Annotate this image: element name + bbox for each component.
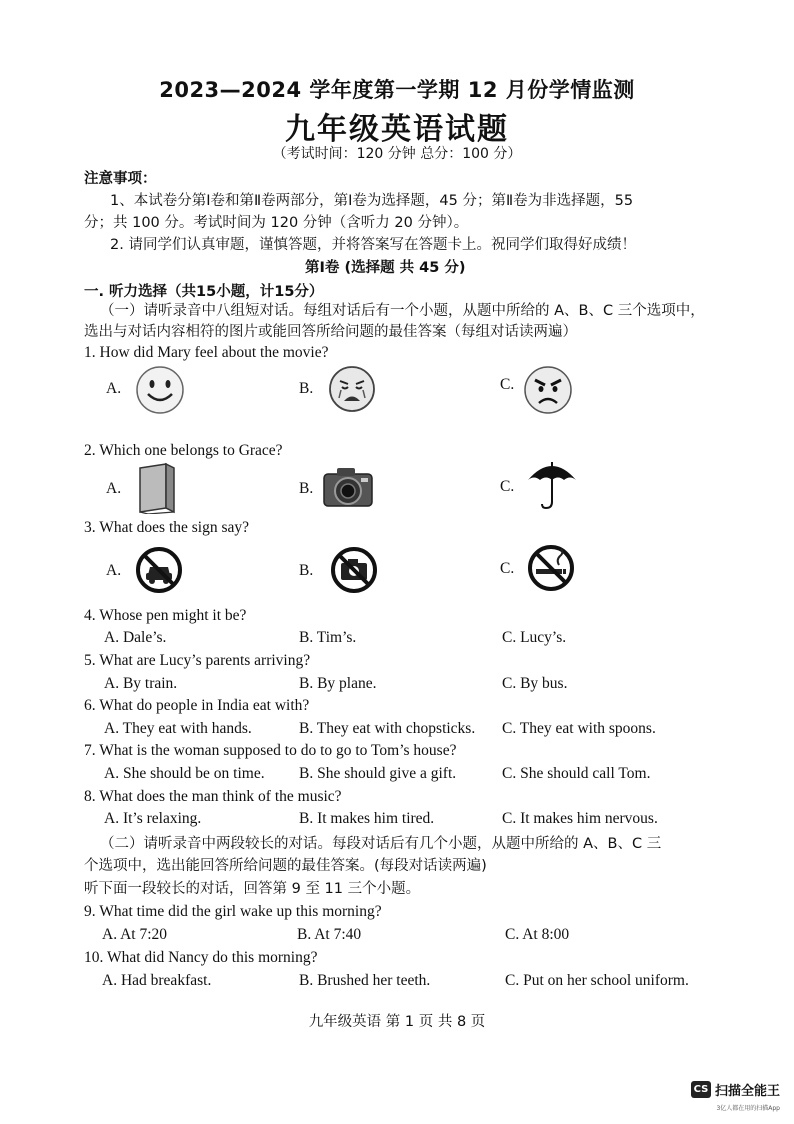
q6-option-a: A. They eat with hands. — [104, 720, 252, 737]
q2-option-a: A. — [106, 480, 122, 497]
q3-option-c: C. — [500, 560, 515, 577]
notice-heading: 注意事项： — [84, 171, 157, 187]
section1-sub1-line2: 选出与对话内容相符的图片或能回答所给问题的最佳答案（每组对话读两遍） — [84, 324, 577, 340]
section1-sub2-line3: 听下面一段较长的对话，回答第 9 至 11 三个小题。 — [84, 881, 421, 897]
section1-sub2-line2: 个选项中，选出能回答所给问题的最佳答案。(每段对话读两遍) — [84, 858, 487, 874]
q1-option-b: B. — [299, 380, 314, 397]
q5-option-b: B. By plane. — [299, 675, 377, 692]
q9-option-c: C. At 8:00 — [505, 926, 570, 943]
q2-option-c: C. — [500, 478, 515, 495]
q1-option-c: C. — [500, 376, 515, 393]
question-3: 3. What does the sign say? — [84, 519, 250, 536]
section1-sub2-line1: （二）请听录音中两段较长的对话。每段对话后有几个小题，从题中所给的 A、B、C 三 — [100, 836, 662, 852]
page-footer: 九年级英语 第 1 页 共 8 页 — [308, 1014, 486, 1030]
scanner-logo-icon: CS — [691, 1081, 711, 1098]
face-crying-icon — [327, 364, 377, 414]
smiley-happy-icon — [134, 364, 186, 416]
q4-option-b: B. Tim’s. — [299, 629, 357, 646]
q3-option-a: A. — [106, 562, 122, 579]
q7-option-c: C. She should call Tom. — [502, 765, 651, 782]
q10-option-c: C. Put on her school uniform. — [505, 972, 689, 989]
section1-heading: 一. 听力选择（共15小题，计15分） — [84, 284, 324, 300]
part1-heading: 第Ⅰ卷 (选择题 共 45 分) — [305, 260, 466, 276]
q9-option-a: A. At 7:20 — [102, 926, 168, 943]
q10-option-a: A. Had breakfast. — [102, 972, 212, 989]
question-9: 9. What time did the girl wake up this morning? — [84, 903, 382, 920]
q7-option-b: B. She should give a gift. — [299, 765, 457, 782]
question-6: 6. What do people in India eat with? — [84, 697, 310, 714]
q8-option-a: A. It’s relaxing. — [104, 810, 202, 827]
question-8: 8. What does the man think of the music? — [84, 788, 342, 805]
question-5: 5. What are Lucy’s parents arriving? — [84, 652, 311, 669]
umbrella-icon — [524, 456, 580, 512]
no-cars-sign-icon — [134, 545, 184, 595]
q4-option-c: C. Lucy’s. — [502, 629, 567, 646]
question-4: 4. Whose pen might it be? — [84, 607, 247, 624]
q1-option-a: A. — [106, 380, 122, 397]
q2-option-b: B. — [299, 480, 314, 497]
q5-option-a: A. By train. — [104, 675, 178, 692]
question-10: 10. What did Nancy do this morning? — [84, 949, 318, 966]
scanner-tagline: 3亿人都在用的扫描App — [716, 1105, 780, 1112]
q3-option-b: B. — [299, 562, 314, 579]
notice-item1-line1: 1、本试卷分第Ⅰ卷和第Ⅱ卷两部分，第Ⅰ卷为选择题，45 分；第Ⅱ卷为非选择题，55 — [110, 193, 634, 209]
face-angry-icon — [522, 364, 574, 416]
q5-option-c: C. By bus. — [502, 675, 568, 692]
no-photos-sign-icon — [329, 545, 379, 595]
q7-option-a: A. She should be on time. — [104, 765, 265, 782]
q6-option-b: B. They eat with chopsticks. — [299, 720, 476, 737]
notice-item1-line2: 分；共 100 分。考试时间为 120 分钟（含听力 20 分钟）。 — [84, 215, 469, 231]
book-icon — [134, 462, 178, 514]
section1-sub1-line1: （一）请听录音中八组短对话。每组对话后有一个小题，从题中所给的 A、B、C 三个选项中， — [100, 303, 705, 319]
q9-option-b: B. At 7:40 — [297, 926, 362, 943]
q4-option-a: A. Dale’s. — [104, 629, 167, 646]
q10-option-b: B. Brushed her teeth. — [299, 972, 431, 989]
no-smoking-sign-icon — [526, 543, 576, 593]
exam-title-main: 九年级英语试题 — [285, 112, 509, 147]
question-2: 2. Which one belongs to Grace? — [84, 442, 283, 459]
scanner-watermark — [691, 1080, 780, 1099]
camera-icon — [321, 464, 375, 510]
notice-item2: 2. 请同学们认真审题，谨慎答题，并将答案写在答题卡上。祝同学们取得好成绩！ — [110, 237, 636, 253]
question-7: 7. What is the woman supposed to do to go to Tom’s house? — [84, 742, 457, 759]
q8-option-b: B. It makes him tired. — [299, 810, 435, 827]
exam-subtitle: （考试时间：120 分钟 总分：100 分） — [272, 146, 522, 162]
question-1: 1. How did Mary feel about the movie? — [84, 344, 329, 361]
q6-option-c: C. They eat with spoons. — [502, 720, 656, 737]
scanner-name: 扫描全能王 — [714, 1084, 780, 1099]
exam-title-line1: 2023—2024 学年度第一学期 12 月份学情监测 — [159, 78, 635, 102]
q8-option-c: C. It makes him nervous. — [502, 810, 658, 827]
